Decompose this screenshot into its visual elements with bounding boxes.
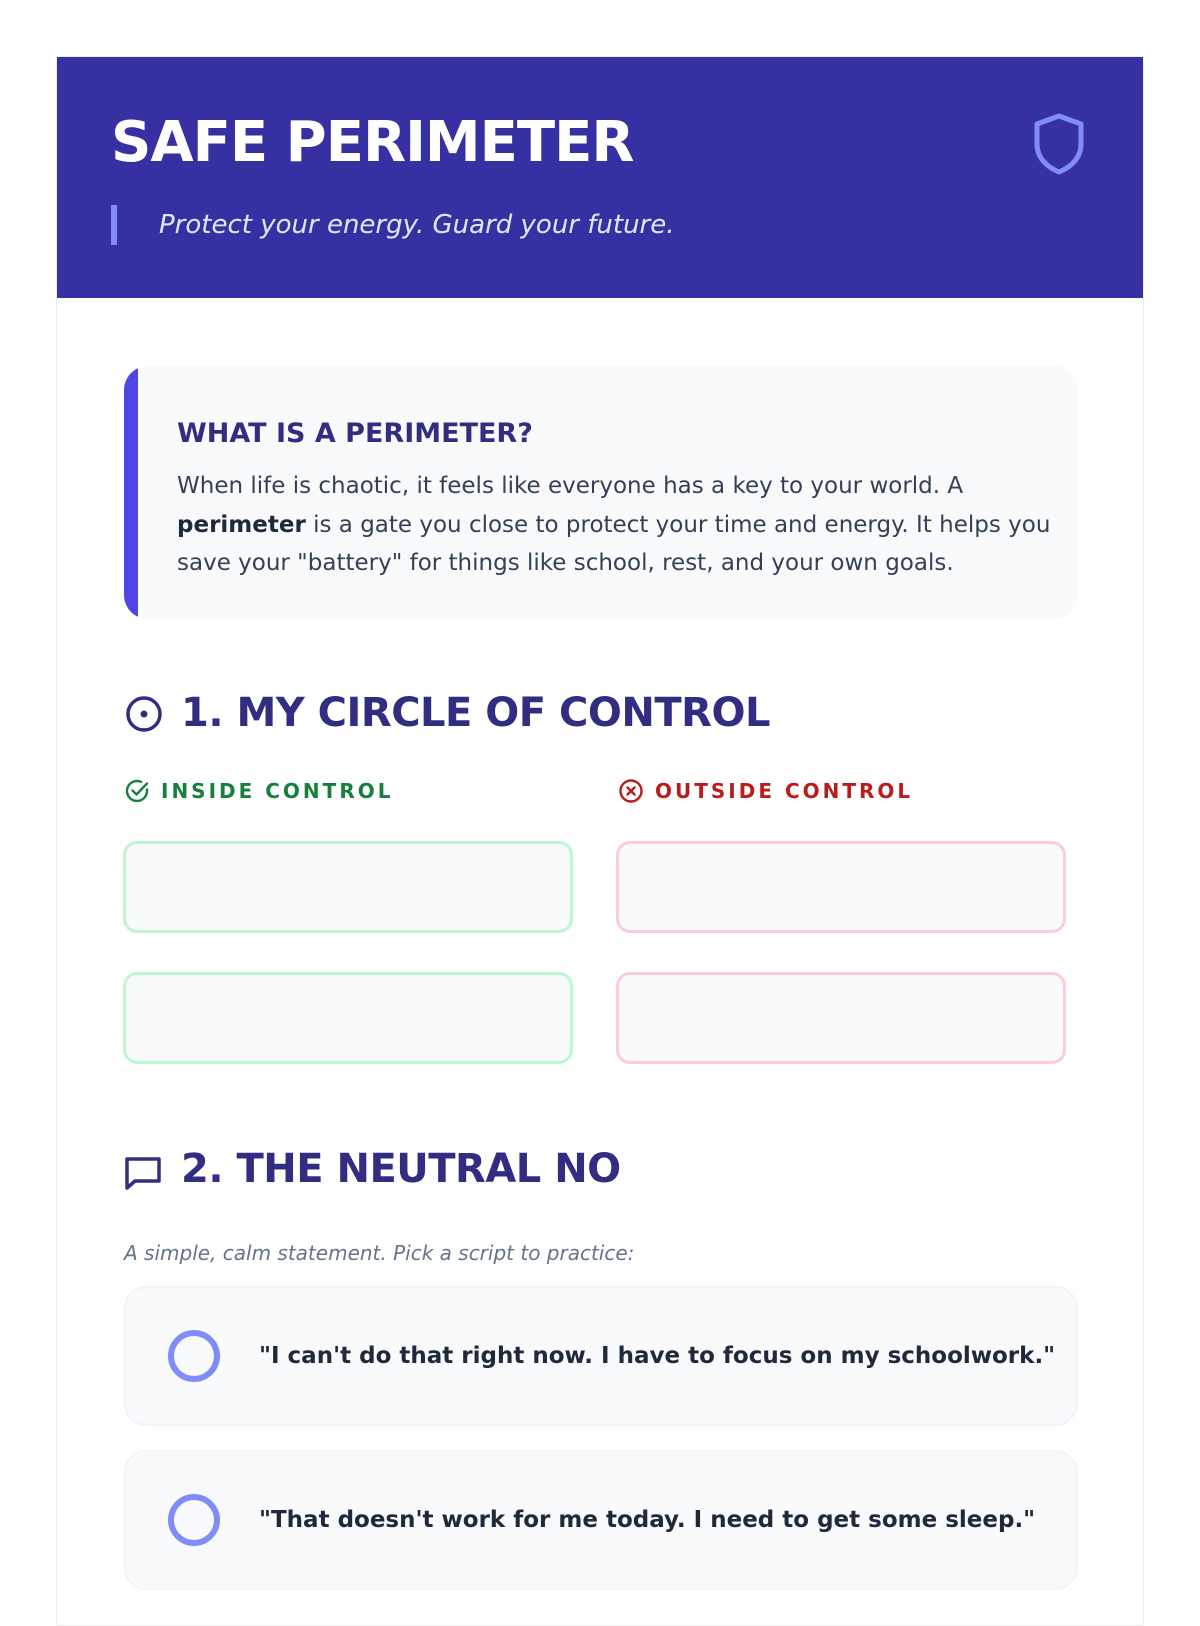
- outside-control-field-1[interactable]: [616, 841, 1066, 933]
- inside-control-field-2[interactable]: [123, 972, 573, 1064]
- x-circle-icon: [617, 777, 645, 805]
- message-square-icon: [123, 1153, 163, 1193]
- header-banner: [57, 57, 1144, 298]
- info-text-bold: perimeter: [177, 511, 306, 538]
- section-title-neutral-no: 2. THE NEUTRAL NO: [181, 1146, 621, 1192]
- info-text-start: When life is chaotic, it feels like everyone has a key to your world. A: [177, 473, 964, 499]
- outside-control-label: OUTSIDE CONTROL: [655, 779, 914, 803]
- section-title-circle-of-control: 1. MY CIRCLE OF CONTROL: [181, 690, 770, 736]
- page-title: SAFE PERIMETER: [111, 110, 634, 175]
- info-title: WHAT IS A PERIMETER?: [177, 418, 533, 449]
- check-circle-icon: [123, 777, 151, 805]
- script-option-1[interactable]: [124, 1286, 1078, 1426]
- info-text-end: is a gate you close to protect your time and energy. It helps you save your "battery" for things like school, rest, and your own goals.: [177, 511, 1051, 576]
- info-accent-bar: [124, 366, 138, 619]
- section-subtitle: A simple, calm statement. Pick a script to practice:: [124, 1241, 635, 1265]
- outside-control-field-2[interactable]: [616, 972, 1066, 1064]
- script-text: "That doesn't work for me today. I need to get some sleep.": [259, 1507, 1036, 1533]
- script-option-2[interactable]: [124, 1450, 1078, 1590]
- inside-control-field-1[interactable]: [123, 841, 573, 933]
- inside-control-label: INSIDE CONTROL: [161, 779, 394, 803]
- info-text: [177, 467, 1057, 583]
- target-icon: [124, 694, 164, 734]
- script-text: "I can't do that right now. I have to focus on my schoolwork.": [259, 1343, 1056, 1369]
- info-box: [124, 366, 1078, 619]
- worksheet-card: [56, 56, 1144, 1626]
- tagline-accent-bar: [111, 205, 117, 245]
- radio-button[interactable]: [168, 1330, 220, 1382]
- tagline: Protect your energy. Guard your future.: [159, 210, 675, 240]
- radio-button[interactable]: [168, 1494, 220, 1546]
- shield-icon: [1031, 112, 1087, 176]
